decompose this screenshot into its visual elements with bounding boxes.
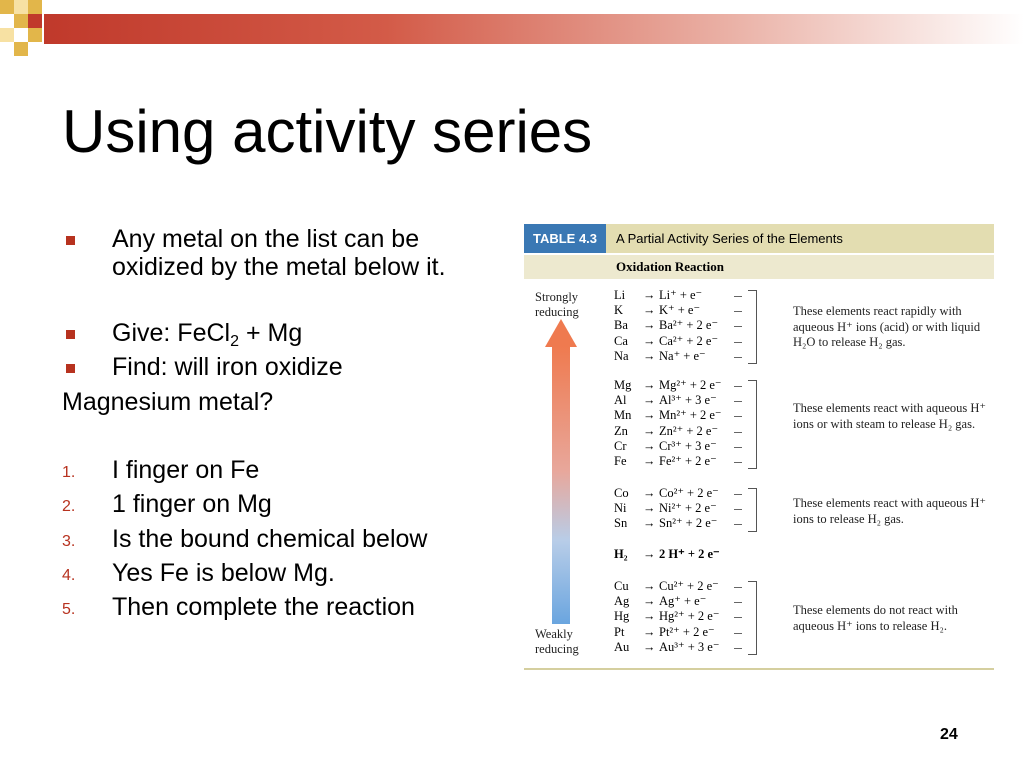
step-number: 1.: [62, 464, 76, 481]
group-description: These elements do not react with aqueous H⁺ ions to release H₂.: [793, 603, 958, 633]
step-text: 1 finger on Mg: [112, 490, 272, 518]
reaction-products: Cu²⁺ + 2 e⁻: [659, 579, 719, 593]
reactant-element: Pt: [614, 624, 625, 639]
bullet-text: Any metal on the list can be: [112, 225, 420, 253]
activity-series-table: [524, 224, 994, 676]
reaction-products: Mg²⁺ + 2 e⁻: [659, 378, 722, 392]
group-description: These elements react rapidly with aqueous H⁺ ions (acid) or with liquid H₂O to release H₂ gas.: [793, 304, 981, 349]
header-gradient-bar: [44, 14, 1024, 44]
reactant-element: Mn: [614, 408, 632, 423]
step-text: Yes Fe is below Mg.: [112, 559, 335, 587]
reactant-element: Cr: [614, 438, 627, 453]
reactant-element: Sn: [614, 516, 628, 531]
reaction-products: Ca²⁺ + 2 e⁻: [659, 333, 719, 348]
reaction-products: Cr³⁺ + 3 e⁻: [659, 438, 717, 453]
bullet-marker: [66, 364, 75, 373]
reaction-products: Mn²⁺ + 2 e⁻: [659, 408, 722, 423]
step-number: 2.: [62, 498, 76, 515]
table-caption: A Partial Activity Series of the Elements: [616, 231, 843, 246]
header-square: [28, 0, 42, 14]
reaction-products: Na⁺ + e⁻: [659, 348, 706, 363]
bullet-marker: [66, 236, 75, 245]
reaction-arrow-icon: →: [643, 408, 656, 423]
reactant-element: Ca: [614, 333, 628, 348]
reactant-element: Zn: [614, 423, 628, 438]
reaction-arrow-icon: →: [643, 639, 656, 654]
reaction-arrow-icon: →: [643, 486, 656, 500]
table-column-header-bar: [524, 255, 994, 279]
reactant-element: Ba: [614, 318, 628, 333]
reaction-products: Al³⁺ + 3 e⁻: [659, 393, 717, 408]
group-bracket: [748, 290, 757, 364]
reaction-arrow-icon: →: [643, 288, 656, 302]
reaction-arrow-icon: →: [643, 594, 656, 609]
reactant-element: Hg: [614, 609, 630, 624]
row-leader-lines: [734, 386, 744, 477]
reaction-products: Ba²⁺ + 2 e⁻: [659, 318, 719, 333]
reaction-arrow-icon: →: [643, 348, 656, 363]
reaction-arrow-icon: →: [643, 333, 656, 348]
group-description: These elements react with aqueous H⁺ ions to release H₂ gas.: [793, 496, 986, 526]
arrow-shaft: [552, 346, 570, 624]
table-tag: TABLE 4.3: [524, 224, 606, 253]
page-number: 24: [940, 726, 958, 743]
reaction-products: Co²⁺ + 2 e⁻: [659, 486, 719, 500]
step-number: 3.: [62, 533, 76, 550]
bullet-find-continued: Magnesium metal?: [62, 388, 274, 416]
table-header-bar: [524, 224, 994, 253]
column-header: Oxidation Reaction: [616, 259, 724, 274]
reactant-element: H₂: [614, 547, 628, 561]
reaction-products: Au³⁺ + 3 e⁻: [659, 639, 720, 654]
step-text: I finger on Fe: [112, 456, 260, 484]
reactant-element: Li: [614, 288, 626, 302]
group-bracket: [748, 488, 757, 532]
reactant-element: Ag: [614, 594, 630, 609]
reactant-element: Co: [614, 486, 629, 500]
header-square: [28, 14, 42, 28]
reaction-products: Zn²⁺ + 2 e⁻: [659, 423, 719, 438]
reaction-products: Sn²⁺ + 2 e⁻: [659, 516, 718, 531]
reaction-arrow-icon: →: [643, 624, 656, 639]
reactant-element: Al: [614, 393, 627, 408]
reactant-element: Fe: [614, 454, 627, 468]
label-line: Weakly: [535, 627, 573, 641]
give-subscript: 2: [230, 333, 239, 350]
reaction-arrow-icon: →: [643, 318, 656, 333]
header-square: [0, 0, 14, 14]
reaction-arrow-icon: →: [643, 423, 656, 438]
reactant-element: Mg: [614, 378, 632, 392]
step-text: Then complete the reaction: [112, 593, 415, 621]
reaction-products: 2 H⁺ + 2 e⁻: [659, 547, 720, 561]
label-line: reducing: [535, 642, 579, 656]
label-line: Strongly: [535, 290, 579, 304]
label-line: reducing: [535, 305, 579, 319]
reactant-element: Cu: [614, 579, 629, 593]
reaction-arrow-icon: →: [643, 501, 656, 516]
reaction-arrow-icon: →: [643, 609, 656, 624]
table-bottom-rule: [524, 668, 994, 670]
group-bracket: [748, 581, 757, 655]
reactant-element: K: [614, 303, 624, 318]
reactant-element: Au: [614, 639, 630, 654]
reactant-element: Na: [614, 348, 629, 363]
group-description: These elements react with aqueous H⁺ ions or with steam to release H₂ gas.: [793, 401, 986, 431]
row-leader-lines: [734, 296, 744, 372]
strongly-reducing-label: [535, 290, 579, 320]
reaction-arrow-icon: →: [643, 393, 656, 408]
header-square: [0, 28, 14, 42]
group-bracket: [748, 380, 757, 469]
reaction-arrow-icon: →: [643, 378, 656, 392]
reaction-arrow-icon: →: [643, 303, 656, 318]
reaction-products: Hg²⁺ + 2 e⁻: [659, 609, 720, 624]
reaction-arrow-icon: →: [643, 579, 656, 593]
reaction-arrow-icon: →: [643, 516, 656, 531]
reaction-products: K⁺ + e⁻: [659, 303, 701, 318]
reaction-products: Li⁺ + e⁻: [659, 288, 703, 302]
give-suffix: + Mg: [239, 319, 303, 347]
give-prefix: Give: FeCl: [112, 319, 231, 347]
row-leader-lines: [734, 494, 744, 540]
step-number: 4.: [62, 567, 76, 584]
reactant-element: Ni: [614, 501, 627, 516]
header-square: [14, 42, 28, 56]
slide-title: Using activity series: [62, 98, 593, 165]
reaction-arrow-icon: →: [643, 454, 656, 468]
bullet-text-continued: oxidized by the metal below it.: [112, 253, 446, 281]
step-number: 5.: [62, 601, 76, 618]
header-square: [14, 0, 28, 14]
bullet-marker: [66, 330, 75, 339]
row-leader-lines: [734, 587, 744, 663]
reaction-products: Pt²⁺ + 2 e⁻: [659, 624, 715, 639]
reaction-arrow-icon: →: [643, 547, 656, 561]
reaction-arrow-icon: →: [643, 438, 656, 453]
bullet-find: Find: will iron oxidize: [112, 353, 343, 381]
weakly-reducing-label: [535, 627, 579, 657]
reaction-products: Ag⁺ + e⁻: [659, 594, 707, 609]
header-square: [14, 14, 28, 28]
header-square: [28, 28, 42, 42]
reaction-products: Ni²⁺ + 2 e⁻: [659, 501, 717, 516]
arrow-head: [545, 319, 577, 347]
step-text: Is the bound chemical below: [112, 525, 428, 553]
reaction-products: Fe²⁺ + 2 e⁻: [659, 454, 717, 468]
